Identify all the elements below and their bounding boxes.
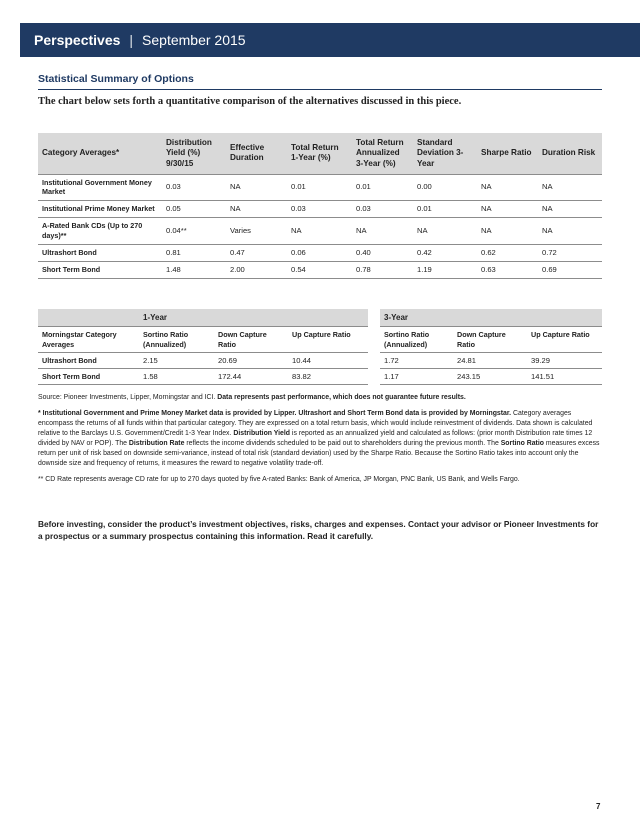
table-cell: NA <box>287 218 352 244</box>
table-cell: NA <box>226 201 287 218</box>
table-cell: 0.03 <box>352 201 413 218</box>
table-cell: 0.06 <box>287 244 352 261</box>
table-cell: 243.15 <box>453 369 527 385</box>
table-cell: NA <box>477 174 538 200</box>
column-header: Standard Deviation 3-Year <box>413 133 477 174</box>
column-header: Total Return Annualized 3-Year (%) <box>352 133 413 174</box>
table-header-row <box>380 327 602 353</box>
table-row <box>380 369 602 385</box>
period-label-1-year: 1-Year <box>139 309 368 327</box>
table-cell: 0.04** <box>162 218 226 244</box>
header-separator: | <box>129 32 134 48</box>
table-cell: 172.44 <box>214 369 288 385</box>
table-header-row <box>38 327 368 353</box>
table-cell: NA <box>226 174 287 200</box>
column-header: Up Capture Ratio <box>288 327 368 353</box>
table-row <box>380 353 602 369</box>
table-cell: 0.01 <box>287 174 352 200</box>
cd-rate-note: ** CD Rate represents average CD rate for up to 270 days quoted by five A-rated Banks: Bank of America, JP Morgan, PNC Bank, US Bank, and Wells Fargo. <box>38 476 520 483</box>
table-cell: NA <box>413 218 477 244</box>
table-cell: 0.05 <box>162 201 226 218</box>
column-header: Total Return 1-Year (%) <box>287 133 352 174</box>
section-title: Statistical Summary of Options <box>38 73 602 90</box>
row-label: Institutional Prime Money Market <box>38 201 162 218</box>
table-cell: 2.00 <box>226 262 287 279</box>
column-header: Sharpe Ratio <box>477 133 538 174</box>
table-cell: 83.82 <box>288 369 368 385</box>
table-cell: NA <box>477 201 538 218</box>
column-header: Up Capture Ratio <box>527 327 602 353</box>
column-header: Down Capture Ratio <box>453 327 527 353</box>
table-cell: 1.19 <box>413 262 477 279</box>
page-number: 7 <box>596 802 601 811</box>
row-label: Institutional Government Money Market <box>38 174 162 200</box>
investment-disclaimer: Before investing, consider the product’s investment objectives, risks, charges and expenses. Contact your advisor or Pioneer Investments for a prospectus or a summary prospectus containing this information. Read it carefully. <box>38 519 599 542</box>
period-label-3-year: 3-Year <box>380 309 602 327</box>
term-distribution-yield: Distribution Yield <box>233 430 291 437</box>
table-cell: 0.72 <box>538 244 602 261</box>
category-note <box>38 409 602 469</box>
period-spacer <box>38 309 139 327</box>
column-header: Effective Duration <box>226 133 287 174</box>
data-provider-note: * Institutional Government and Prime Money Market data is provided by Lipper. Ultrashort and Short Term Bond data is provided by Morningstar. <box>38 410 512 417</box>
note-text: is reported as an annualized yield and calculated as follows: (prior month Distribution rate times 12 divided by NAV or POP). The <box>38 430 593 447</box>
table-cell: 1.17 <box>380 369 453 385</box>
table-row <box>38 369 368 385</box>
row-label: A-Rated Bank CDs (Up to 270 days)** <box>38 218 162 244</box>
publication-date: September 2015 <box>142 32 246 48</box>
table-cell: NA <box>477 218 538 244</box>
statistical-summary-table <box>38 133 602 279</box>
table-cell: 0.47 <box>226 244 287 261</box>
table-cell: 1.72 <box>380 353 453 369</box>
table-cell: 39.29 <box>527 353 602 369</box>
table-cell: 0.54 <box>287 262 352 279</box>
table-cell: 0.00 <box>413 174 477 200</box>
table-cell: 0.03 <box>162 174 226 200</box>
past-performance-warning: Data represents past performance, which does not guarantee future results. <box>217 394 466 401</box>
table-row <box>38 353 368 369</box>
table-cell: 0.01 <box>413 201 477 218</box>
three-year-capture-table <box>380 309 602 385</box>
table-cell: NA <box>538 218 602 244</box>
table-cell: NA <box>538 174 602 200</box>
table-row <box>38 218 602 244</box>
row-label: Short Term Bond <box>38 262 162 279</box>
table-cell: 20.69 <box>214 353 288 369</box>
term-distribution-rate: Distribution Rate <box>128 440 185 447</box>
table-header-row <box>38 133 602 174</box>
table-cell: 0.69 <box>538 262 602 279</box>
column-header: Sortino Ratio (Annualized) <box>139 327 214 353</box>
intro-text: The chart below sets forth a quantitative comparison of the alternatives discussed in this piece. <box>38 96 462 107</box>
column-header: Sortino Ratio (Annualized) <box>380 327 453 353</box>
note-text: measures excess return per unit of risk based on downside semi-variance, instead of total risk (standard deviation) used by the Sharpe Ratio. Because the Sortino Ratio takes into account only the downside size and frequency of returns, it measures the reward to negative volatility trade-off. <box>38 440 600 467</box>
period-header-row <box>380 309 602 327</box>
table-row <box>38 174 602 200</box>
table-cell: 141.51 <box>527 369 602 385</box>
table-cell: NA <box>538 201 602 218</box>
table-cell: NA <box>352 218 413 244</box>
source-text: Source: Pioneer Investments, Lipper, Morningstar and ICI. <box>38 394 218 401</box>
period-header-row <box>38 309 368 327</box>
table-cell: 0.62 <box>477 244 538 261</box>
source-note <box>38 393 602 403</box>
column-header: Duration Risk <box>538 133 602 174</box>
row-label: Ultrashort Bond <box>38 244 162 261</box>
term-sortino-ratio: Sortino Ratio <box>500 440 544 447</box>
row-label: Ultrashort Bond <box>38 353 139 369</box>
table-cell: 0.63 <box>477 262 538 279</box>
column-header: Morningstar Category Averages <box>38 327 139 353</box>
table-cell: 2.15 <box>139 353 214 369</box>
table-cell: 0.40 <box>352 244 413 261</box>
table-cell: 10.44 <box>288 353 368 369</box>
publication-name: Perspectives <box>34 32 121 48</box>
table-cell: 1.58 <box>139 369 214 385</box>
table-cell: 0.81 <box>162 244 226 261</box>
table-row <box>38 201 602 218</box>
column-header: Distribution Yield (%) 9/30/15 <box>162 133 226 174</box>
footnotes <box>38 393 602 491</box>
table-cell: 0.03 <box>287 201 352 218</box>
table-cell: 0.78 <box>352 262 413 279</box>
table-cell: 0.42 <box>413 244 477 261</box>
column-header: Category Averages* <box>38 133 162 174</box>
page-header <box>20 23 640 57</box>
note-text: Category averages encompass the returns of all funds within that particular category. They are expressed on a total return basis, which would include reinvestment of dividends. Data shown is calculated relative to the Barclays U.S. Government/Credit 1-3 Year Index. <box>38 410 593 437</box>
note-text: reflects the income dividends scheduled to be paid out to shareholders during the previous month. The <box>184 440 501 447</box>
table-row <box>38 262 602 279</box>
row-label: Short Term Bond <box>38 369 139 385</box>
table-cell: Varies <box>226 218 287 244</box>
table-row <box>38 244 602 261</box>
one-year-capture-table <box>38 309 368 385</box>
column-header: Down Capture Ratio <box>214 327 288 353</box>
table-cell: 0.01 <box>352 174 413 200</box>
table-cell: 24.81 <box>453 353 527 369</box>
table-cell: 1.48 <box>162 262 226 279</box>
